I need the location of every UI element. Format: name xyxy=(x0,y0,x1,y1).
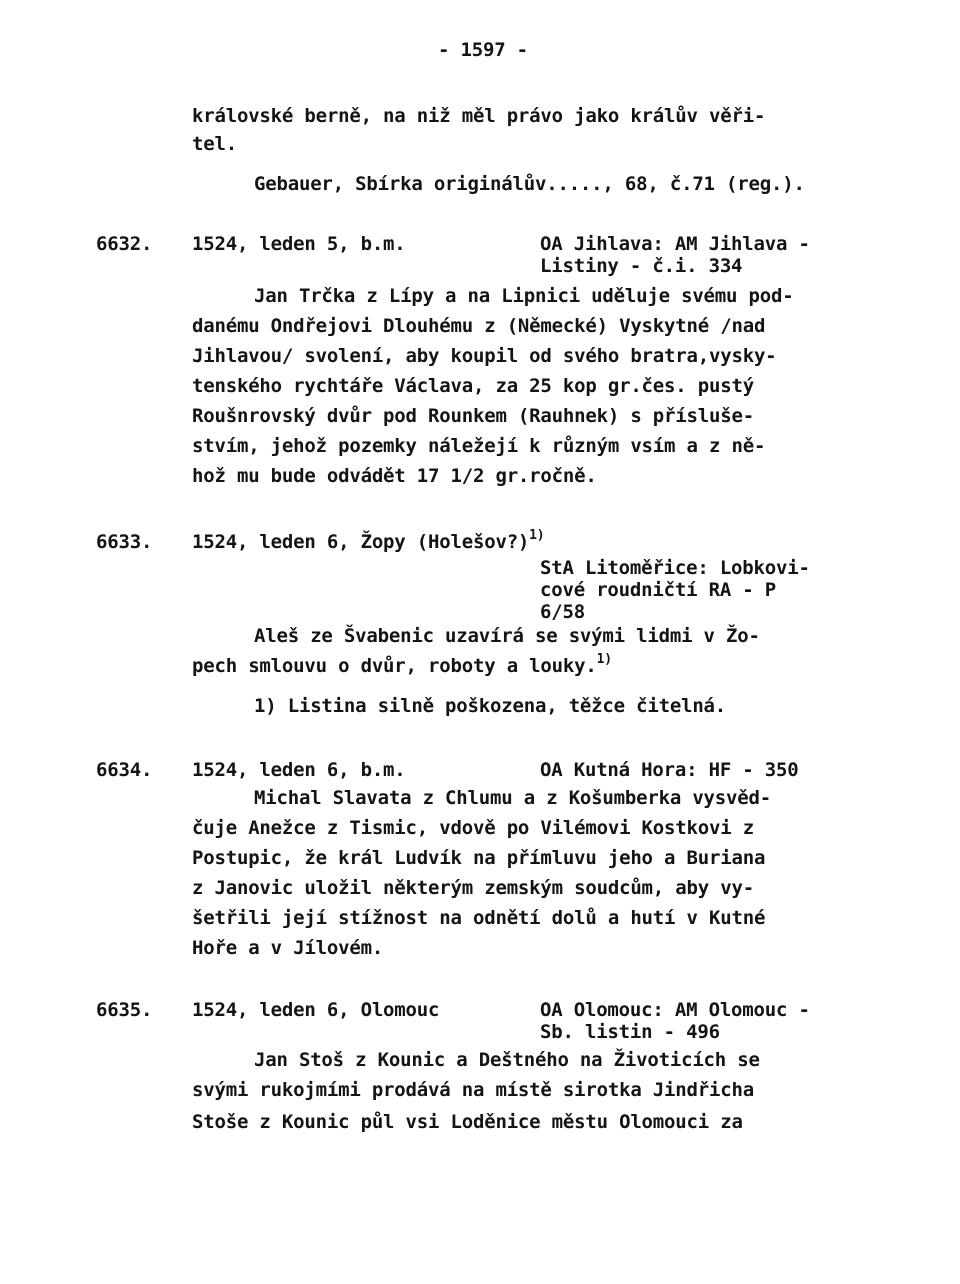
source-reference: Gebauer, Sbírka originálův....., 68, č.71 (reg.). xyxy=(254,173,805,195)
entry-date: 1524, leden 5, b.m. xyxy=(192,233,406,255)
regest-line: Hoře a v Jílovém. xyxy=(192,937,384,959)
regest-line: čuje Anežce z Tismic, vdově po Vilémovi Kostkovi z xyxy=(192,817,754,839)
entry-number: 6634. xyxy=(96,759,153,781)
regest-line: danému Ondřejovi Dlouhému z (Německé) Vyskytné /nad xyxy=(192,315,766,337)
archive-reference: 6/58 xyxy=(540,601,585,623)
archive-reference: OA Olomouc: AM Olomouc - xyxy=(540,999,810,1021)
entry-number: 6635. xyxy=(96,999,153,1021)
archive-reference: cové roudničtí RA - P xyxy=(540,579,777,601)
entry-date: 1524, leden 6, b.m. xyxy=(192,759,406,781)
regest-line xyxy=(192,651,612,678)
regest-line: šetřili její stížnost na odnětí dolů a hutí v Kutné xyxy=(192,907,766,929)
entry-number: 6633. xyxy=(96,531,153,553)
regest-line: stvím, jehož pozemky náležejí k různým vsím a z ně- xyxy=(192,435,766,457)
entry-date xyxy=(192,527,545,554)
regest-line: Roušnrovský dvůr pod Rounkem (Rauhnek) s přísluše- xyxy=(192,405,754,427)
archive-reference: OA Jihlava: AM Jihlava - xyxy=(540,233,810,255)
regest-line: Jihlavou/ svolení, aby koupil od svého bratra,vysky- xyxy=(192,345,777,367)
regest-line-text: pech smlouvu o dvůr, roboty a louky. xyxy=(192,655,597,677)
archive-reference: StA Litoměřice: Lobkovi- xyxy=(540,557,810,579)
regest-line: tenského rychtáře Václava, za 25 kop gr.čes. pustý xyxy=(192,375,754,397)
regest-line: Jan Trčka z Lípy a na Lipnici uděluje svému pod- xyxy=(254,285,794,307)
regest-line: Michal Slavata z Chlumu a z Košumberka vysvěd- xyxy=(254,787,771,809)
regest-line: Stoše z Kounic půl vsi Loděnice městu Olomouci za xyxy=(192,1111,743,1133)
page-number: - 1597 - xyxy=(438,39,528,61)
regest-line: Aleš ze Švabenic uzavírá se svými lidmi v Žo- xyxy=(254,625,760,647)
regest-line: svými rukojmími prodává na místě sirotka Jindřicha xyxy=(192,1079,754,1101)
regest-line: Postupic, že král Ludvík na přímluvu jeho a Buriana xyxy=(192,847,766,869)
archive-reference: Sb. listin - 496 xyxy=(540,1021,720,1043)
footnote-mark: 1) xyxy=(529,527,545,543)
continuation-line: královské berně, na niž měl právo jako králův věři- xyxy=(192,105,766,127)
entry-date: 1524, leden 6, Olomouc xyxy=(192,999,440,1021)
regest-line: Jan Stoš z Kounic a Deštného na Životicích se xyxy=(254,1049,760,1071)
archive-reference: Listiny - č.i. 334 xyxy=(540,255,743,277)
entry-number: 6632. xyxy=(96,233,153,255)
continuation-line: tel. xyxy=(192,133,237,155)
regest-line: hož mu bude odvádět 17 1/2 gr.ročně. xyxy=(192,465,597,487)
footnote: 1) Listina silně poškozena, těžce čitelná. xyxy=(254,695,727,717)
entry-date-text: 1524, leden 6, Žopy (Holešov?) xyxy=(192,531,530,553)
footnote-mark: 1) xyxy=(596,651,612,667)
archive-reference: OA Kutná Hora: HF - 350 xyxy=(540,759,799,781)
regest-line: z Janovic uložil některým zemským soudcům, aby vy- xyxy=(192,877,754,899)
